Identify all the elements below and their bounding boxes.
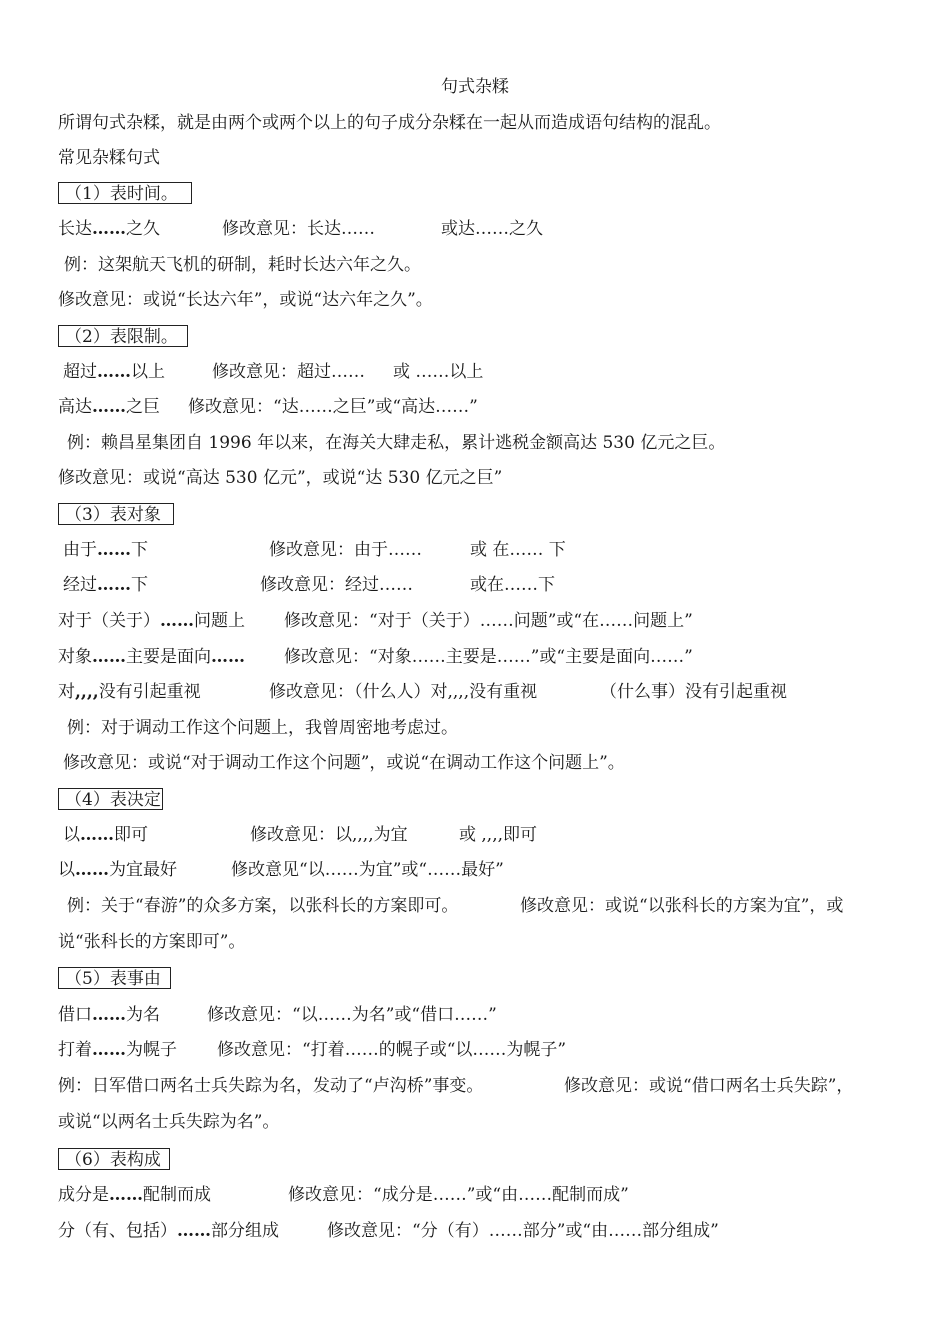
s2-pattern-line-2 xyxy=(58,396,160,420)
s2-pattern-1-start: 超过 xyxy=(63,362,97,382)
s1-fix-2: 或达……之久 xyxy=(441,219,543,239)
s4-pattern-line-2 xyxy=(58,859,177,883)
s3-pattern-1-end: 下 xyxy=(131,540,148,560)
s5-pattern-1-end: 为名 xyxy=(126,1005,160,1025)
s3-pattern-4-ellipsis-2: …… xyxy=(211,647,245,667)
subtitle: 常见杂糅句式 xyxy=(58,148,160,168)
document-title: 句式杂糅 xyxy=(441,77,509,97)
section-3-heading: （3）表对象 xyxy=(58,503,174,525)
s2-pattern-line-1 xyxy=(63,361,165,385)
s4-pattern-1-end: 即可 xyxy=(114,825,148,845)
s3-pattern-4-ellipsis-1: …… xyxy=(92,647,126,667)
intro-paragraph: 所谓句式杂糅，就是由两个或两个以上的句子成分杂糅在一起从而造成语句结构的混乱。 xyxy=(58,113,721,133)
s3-pattern-2-ellipsis: …… xyxy=(97,575,131,595)
s1-fix-1: 修改意见：长达…… xyxy=(222,219,375,239)
s3-example: 例：对于调动工作这个问题上，我曾周密地考虑过。 xyxy=(67,718,458,738)
s4-pattern-2-start: 以 xyxy=(58,860,75,880)
s3-fix-1b: 或 在…… 下 xyxy=(470,540,566,560)
s3-fix-5b: （什么事）没有引起重视 xyxy=(600,682,787,702)
s5-fix-1: 修改意见：“以……为名”或“借口……” xyxy=(207,1005,497,1025)
s2-pattern-1-ellipsis: …… xyxy=(97,362,131,382)
s5-pattern-1-start: 借口 xyxy=(58,1005,92,1025)
s3-fix-2b: 或在……下 xyxy=(470,575,555,595)
s3-pattern-3-start: 对于（关于） xyxy=(58,611,160,631)
s5-pattern-line-2 xyxy=(58,1039,177,1063)
s6-pattern-1-end: 配制而成 xyxy=(143,1185,211,1205)
s3-example-fix: 修改意见：或说“对于调动工作这个问题”，或说“在调动工作这个问题上”。 xyxy=(63,753,625,773)
s3-pattern-1-start: 由于 xyxy=(63,540,97,560)
section-2-heading: （2）表限制。 xyxy=(58,325,188,347)
s3-fix-1a: 修改意见：由于…… xyxy=(269,540,422,560)
s3-pattern-4-start: 对象 xyxy=(58,647,92,667)
s3-fix-2a: 修改意见：经过…… xyxy=(260,575,413,595)
s6-fix-1: 修改意见：“成分是……”或“由……配制而成” xyxy=(288,1185,629,1205)
s3-pattern-3-end: 问题上 xyxy=(194,611,245,631)
s5-example-fix-cont: 或说“以两名士兵失踪为名”。 xyxy=(58,1112,280,1132)
s5-pattern-line-1 xyxy=(58,1004,160,1028)
s3-pattern-line-3 xyxy=(58,610,245,634)
s3-fix-3: 修改意见：“对于（关于）……问题”或“在……问题上” xyxy=(284,611,693,631)
s4-example-fix-cont: 说“张科长的方案即可”。 xyxy=(58,932,246,952)
s3-pattern-line-2 xyxy=(63,574,148,598)
s3-pattern-3-ellipsis: …… xyxy=(160,611,194,631)
s1-pattern-start: 长达 xyxy=(58,219,92,239)
s4-fix-2: 修改意见“以……为宜”或“……最好” xyxy=(231,860,504,880)
s1-pattern-line xyxy=(58,218,160,242)
s6-fix-2: 修改意见：“分（有）……部分”或“由……部分组成” xyxy=(327,1221,719,1241)
s3-pattern-5-commas: ,,,, xyxy=(75,682,99,702)
s2-pattern-1-end: 以上 xyxy=(131,362,165,382)
s3-pattern-5-start: 对 xyxy=(58,682,75,702)
s6-pattern-line-2 xyxy=(58,1220,279,1244)
s5-pattern-2-end: 为幌子 xyxy=(126,1040,177,1060)
s2-pattern-2-ellipsis: …… xyxy=(92,397,126,417)
s2-fix-1a: 修改意见：超过…… xyxy=(212,362,365,382)
s3-pattern-line-1 xyxy=(63,539,148,563)
s1-example: 例：这架航天飞机的研制，耗时长达六年之久。 xyxy=(64,255,421,275)
s4-pattern-1-ellipsis: …… xyxy=(80,825,114,845)
s2-pattern-2-start: 高达 xyxy=(58,397,92,417)
s3-pattern-1-ellipsis: …… xyxy=(97,540,131,560)
s6-pattern-2-start: 分（有、包括） xyxy=(58,1221,177,1241)
s3-fix-5a: 修改意见：（什么人）对,,,,没有重视 xyxy=(269,682,538,702)
s4-pattern-line-1 xyxy=(63,824,148,848)
s3-pattern-5-end: 没有引起重视 xyxy=(98,682,201,702)
s3-pattern-line-5 xyxy=(58,681,201,705)
s3-pattern-2-end: 下 xyxy=(131,575,148,595)
s4-fix-1a: 修改意见：以,,,,为宜 xyxy=(250,825,408,845)
s4-example-fix: 修改意见：或说“以张科长的方案为宜”，或 xyxy=(520,896,844,916)
s2-fix-1b: 或 ……以上 xyxy=(393,362,484,382)
s4-pattern-2-end: 为宜最好 xyxy=(109,860,177,880)
s2-pattern-2-end: 之巨 xyxy=(126,397,160,417)
s5-example: 例：日军借口两名士兵失踪为名，发动了“卢沟桥”事变。 xyxy=(58,1076,484,1096)
s5-fix-2: 修改意见：“打着……的幌子或“以……为幌子” xyxy=(217,1040,567,1060)
section-4-heading: （4）表决定 xyxy=(58,788,163,810)
s4-fix-1b: 或 ,,,,即可 xyxy=(459,825,538,845)
section-6-heading: （6）表构成 xyxy=(58,1148,170,1170)
s5-pattern-1-ellipsis: …… xyxy=(92,1005,126,1025)
s5-pattern-2-start: 打着 xyxy=(58,1040,92,1060)
s1-pattern-end: 之久 xyxy=(126,219,160,239)
s2-fix-2: 修改意见：“达……之巨”或“高达……” xyxy=(188,397,478,417)
s1-example-fix: 修改意见：或说“长达六年”，或说“达六年之久”。 xyxy=(58,290,433,310)
s2-example: 例：赖昌星集团自 1996 年以来，在海关大肆走私，累计逃税金额高达 530 亿元之巨。 xyxy=(67,433,726,453)
s4-pattern-2-ellipsis: …… xyxy=(75,860,109,880)
section-5-heading: （5）表事由 xyxy=(58,967,171,989)
s3-fix-4: 修改意见：“对象……主要是……”或“主要是面向……” xyxy=(284,647,693,667)
s1-pattern-ellipsis: …… xyxy=(92,219,126,239)
s3-pattern-line-4 xyxy=(58,646,245,670)
s6-pattern-1-ellipsis: …… xyxy=(109,1185,143,1205)
s4-example: 例：关于“春游”的众多方案，以张科长的方案即可。 xyxy=(67,896,459,916)
s4-pattern-1-start: 以 xyxy=(63,825,80,845)
s6-pattern-line-1 xyxy=(58,1184,211,1208)
s6-pattern-2-end: 部分组成 xyxy=(211,1221,279,1241)
s5-example-fix: 修改意见：或说“借口两名士兵失踪”， xyxy=(564,1076,854,1096)
s3-pattern-4-middle: 主要是面向 xyxy=(126,647,211,667)
s3-pattern-2-start: 经过 xyxy=(63,575,97,595)
section-1-heading: （1）表时间。 xyxy=(58,182,192,204)
s6-pattern-1-start: 成分是 xyxy=(58,1185,109,1205)
s2-example-fix: 修改意见：或说“高达 530 亿元”，或说“达 530 亿元之巨” xyxy=(58,468,503,488)
s6-pattern-2-ellipsis: …… xyxy=(177,1221,211,1241)
s5-pattern-2-ellipsis: …… xyxy=(92,1040,126,1060)
